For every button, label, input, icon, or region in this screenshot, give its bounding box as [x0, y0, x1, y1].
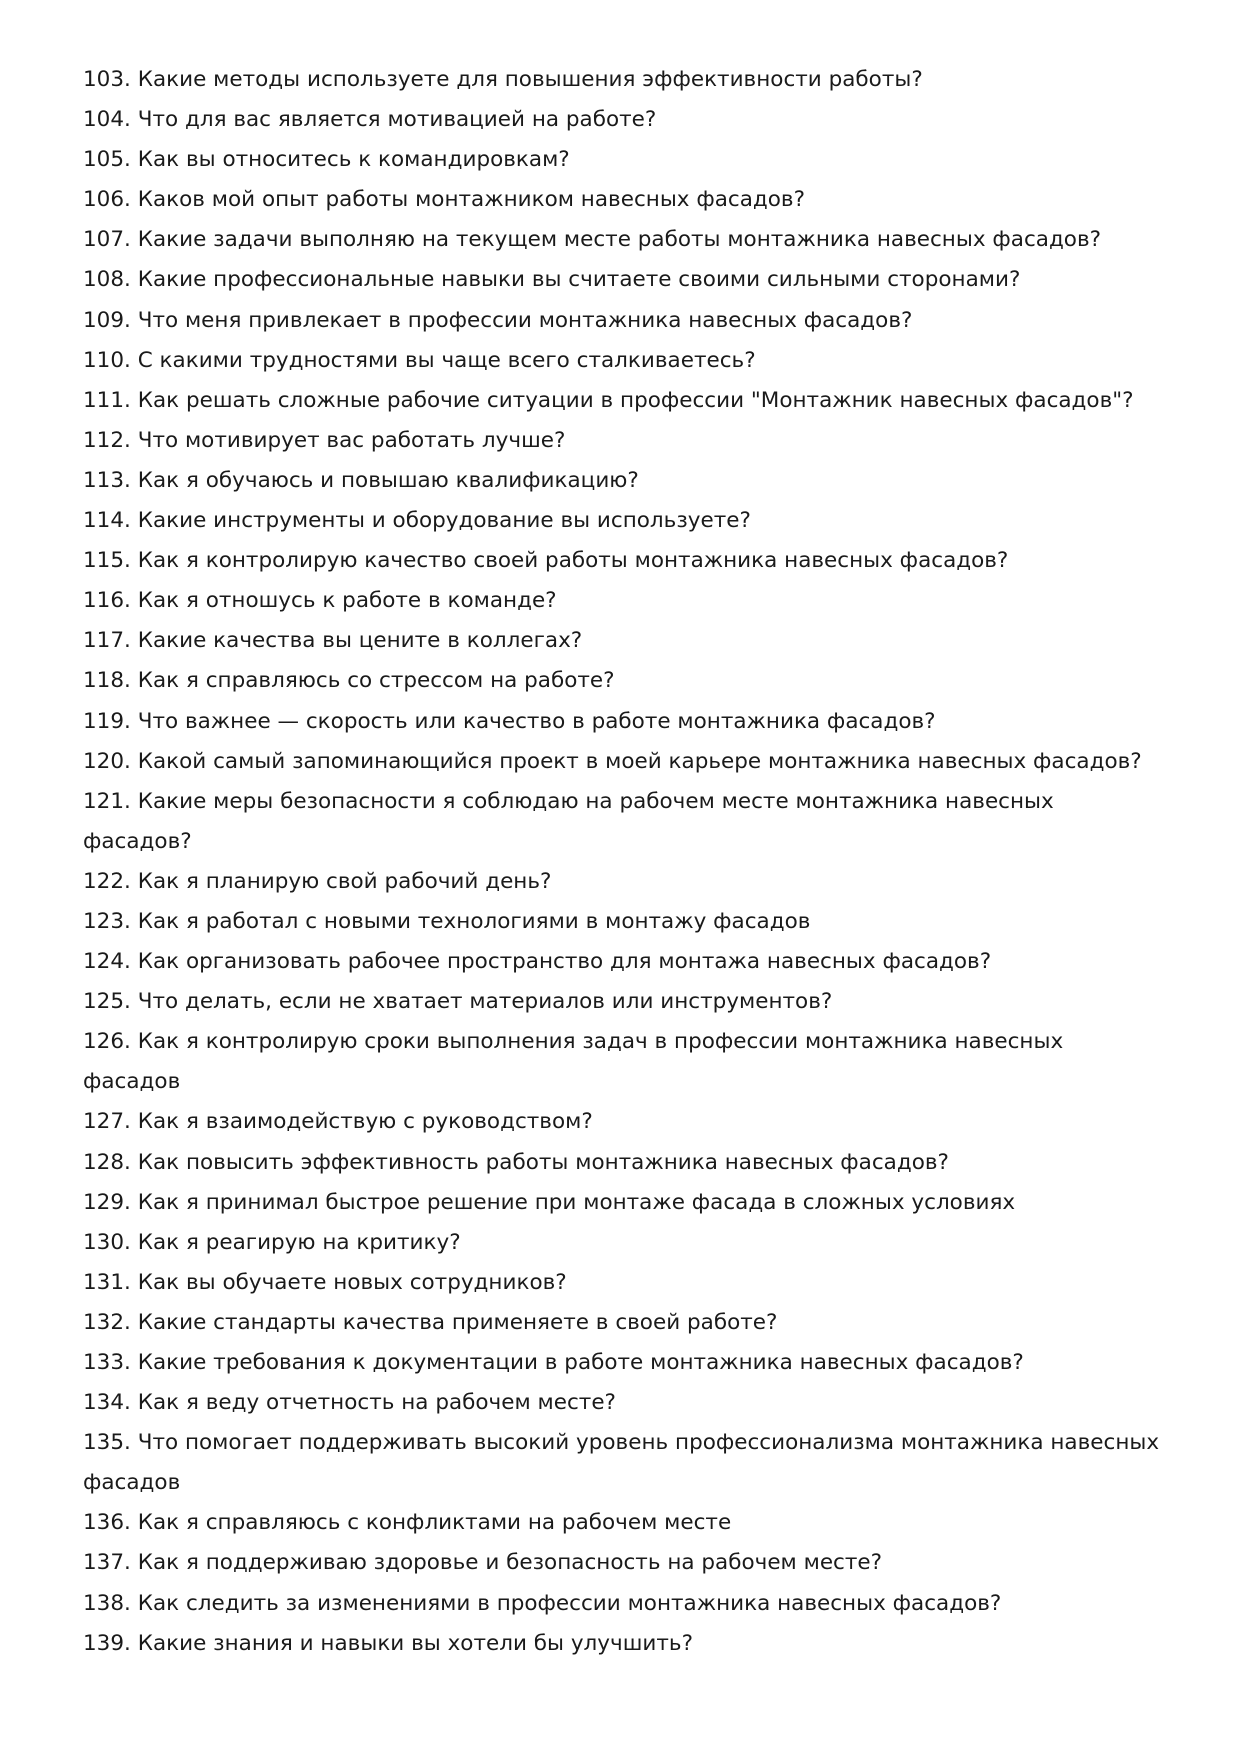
question-item: 109. Что меня привлекает в профессии монтажника навесных фасадов? [83, 307, 913, 333]
question-item: 108. Какие профессиональные навыки вы считаете своими сильными сторонами? [83, 267, 1021, 293]
question-item: 118. Как я справляюсь со стрессом на работе? [83, 668, 615, 694]
question-item: 119. Что важнее — скорость или качество в работе монтажника фасадов? [83, 708, 936, 734]
question-item: 113. Как я обучаюсь и повышаю квалификацию? [83, 467, 639, 493]
question-item: 129. Как я принимал быстрое решение при монтаже фасада в сложных условиях [83, 1189, 1016, 1215]
question-item: 126. Как я контролирую сроки выполнения задач в профессии монтажника навесных фасадов [83, 1029, 1064, 1095]
question-item: 127. Как я взаимодействую с руководством? [83, 1109, 593, 1135]
question-item: 107. Какие задачи выполняю на текущем месте работы монтажника навесных фасадов? [83, 227, 1102, 253]
question-item: 135. Что помогает поддерживать высокий уровень профессионализма монтажника навесных фасадов [83, 1430, 1160, 1496]
question-item: 105. Как вы относитесь к командировкам? [83, 147, 570, 173]
question-item: 115. Как я контролирую качество своей работы монтажника навесных фасадов? [83, 548, 1009, 574]
question-item: 124. Как организовать рабочее пространство для монтажа навесных фасадов? [83, 949, 992, 975]
question-item: 106. Каков мой опыт работы монтажником навесных фасадов? [83, 187, 806, 213]
question-item: 121. Какие меры безопасности я соблюдаю на рабочем месте монтажника навесных фасадов? [83, 788, 1054, 854]
question-item: 111. Как решать сложные рабочие ситуации в профессии "Монтажник навесных фасадов"? [83, 387, 1134, 413]
question-item: 120. Какой самый запоминающийся проект в моей карьере монтажника навесных фасадов? [83, 748, 1142, 774]
question-item: 128. Как повысить эффективность работы монтажника навесных фасадов? [83, 1149, 949, 1175]
question-item: 114. Какие инструменты и оборудование вы используете? [83, 508, 751, 534]
question-item: 137. Как я поддерживаю здоровье и безопасность на рабочем месте? [83, 1550, 883, 1576]
question-item: 130. Как я реагирую на критику? [83, 1229, 461, 1255]
question-item: 132. Какие стандарты качества применяете в своей работе? [83, 1309, 778, 1335]
question-item: 122. Как я планирую свой рабочий день? [83, 868, 552, 894]
question-item: 131. Как вы обучаете новых сотрудников? [83, 1269, 567, 1295]
question-item: 134. Как я веду отчетность на рабочем месте? [83, 1390, 616, 1416]
question-item: 103. Какие методы используете для повышения эффективности работы? [83, 67, 923, 92]
question-item: 110. С какими трудностями вы чаще всего сталкиваетесь? [83, 347, 756, 373]
question-item: 133. Какие требования к документации в работе монтажника навесных фасадов? [83, 1350, 1024, 1375]
question-item: 136. Как я справляюсь с конфликтами на рабочем месте [83, 1510, 732, 1536]
question-item: 116. Как я отношусь к работе в команде? [83, 588, 557, 614]
question-item: 123. Как я работал с новыми технологиями в монтажу фасадов [83, 908, 811, 934]
question-item: 139. Какие знания и навыки вы хотели бы улучшить? [83, 1630, 693, 1656]
question-item: 125. Что делать, если не хватает материалов или инструментов? [83, 989, 833, 1015]
question-item: 112. Что мотивирует вас работать лучше? [83, 427, 566, 453]
question-item: 117. Какие качества вы цените в коллегах? [83, 628, 583, 654]
question-item: 138. Как следить за изменениями в профессии монтажника навесных фасадов? [83, 1590, 1002, 1616]
question-list [83, 60, 1163, 1664]
question-item: 104. Что для вас является мотивацией на работе? [83, 107, 657, 133]
